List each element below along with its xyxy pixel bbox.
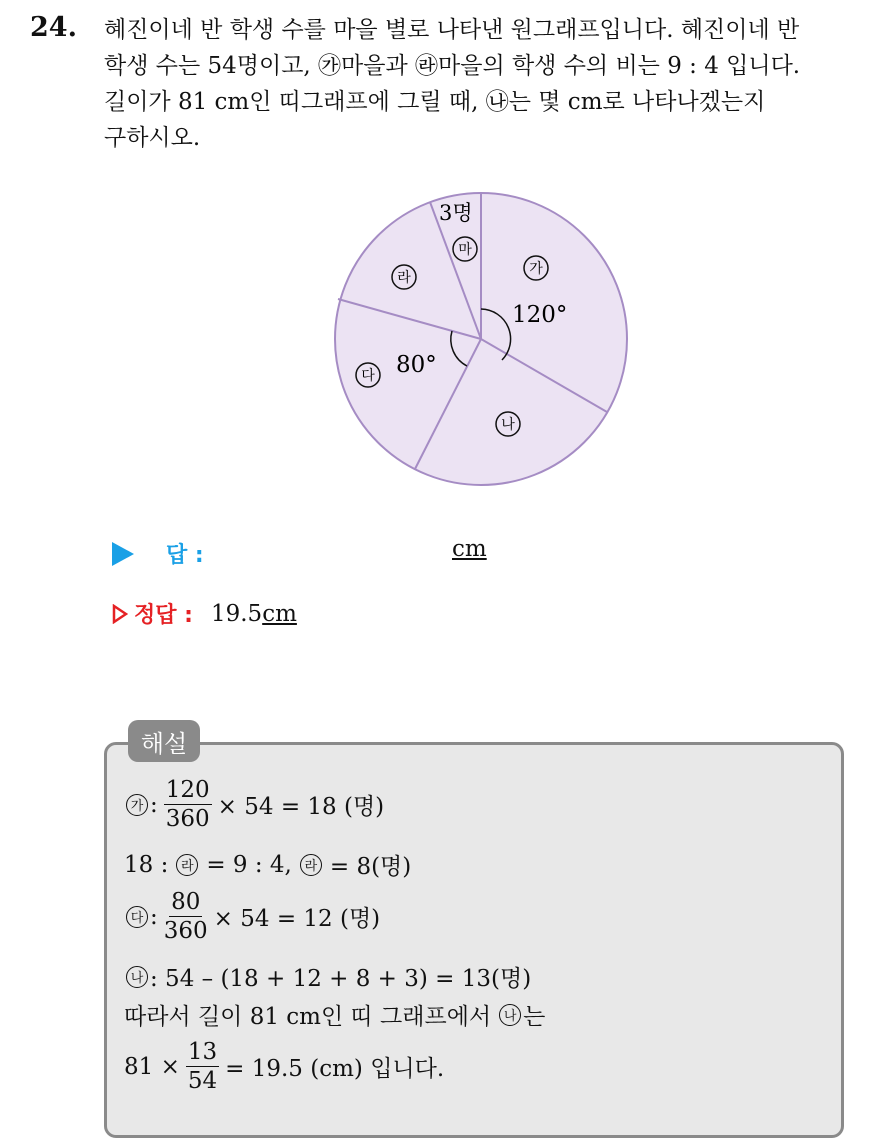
ma-count-label: 3명 [439,201,473,225]
solution-tag: 해설 [128,720,200,762]
fraction-120-360 [164,778,212,831]
fraction-denominator: 54 [187,1068,218,1095]
solution-l5-a: 따라서 길이 81 cm인 띠 그래프에서 [124,1004,492,1030]
fraction-numerator: 13 [186,1040,219,1067]
fraction-denominator: 360 [165,806,210,833]
solution-l6-a: 81 × [124,1053,180,1080]
circled-ra-2: 라 [300,854,322,876]
circled-ga: 가 [126,794,148,816]
solution-l5-b: 는 [523,1004,546,1030]
circled-na-2: 나 [499,1004,521,1026]
fraction-denominator: 360 [163,918,208,945]
label-na-text: 나 [501,417,515,433]
correct-answer-label: 정답 : [134,603,193,628]
label-ra-text: 라 [397,270,411,286]
play-icon [112,542,134,566]
solution-line-4 [124,960,531,993]
label-da-text: 다 [361,368,375,384]
solution-line-1 [124,778,384,831]
question-line-2: 학생 수는 54명이고, ㉮마을과 ㉱마을의 학생 수의 비는 9 : 4 입니다. [104,53,801,79]
solution-l2-b: = 9 : 4, [206,851,292,878]
solution-l6-rest: = 19.5 (cm) 입니다. [225,1056,445,1083]
fraction-numerator: 80 [169,890,202,917]
question-line-1: 혜진이네 반 학생 수를 마을 별로 나타낸 원그래프입니다. 혜진이네 반 [104,17,800,43]
correct-answer-row [112,598,297,629]
question-number: 24. [30,12,77,43]
answer-unit: cm [452,536,487,562]
solution-l3-rest: × 54 = 12 (명) [213,906,381,933]
answer-row [112,538,204,569]
label-ma-text: 마 [458,242,472,258]
circled-na: 나 [126,966,148,988]
circled-ra: 라 [176,854,198,876]
solution-line-6 [124,1040,444,1093]
solution-l2-a: 18 : [124,851,169,878]
question-line-3: 길이가 81 cm인 띠그래프에 그릴 때, ㉯는 몇 cm로 나타나겠는지 [104,89,766,115]
pie-chart [326,182,636,492]
fraction-80-360 [164,890,208,943]
angle-label-da: 80° [396,352,437,378]
answer-blank[interactable] [452,536,487,562]
solution-l4-rest: : 54 – (18 + 12 + 8 + 3) = 13(명) [150,966,532,992]
circled-da: 다 [126,906,148,928]
solution-line-5 [124,998,545,1031]
fraction-13-54 [186,1040,219,1093]
question-line-4: 구하시오. [104,125,201,151]
correct-answer-unit: cm [262,600,297,627]
answer-label: 답 : [166,543,204,568]
correct-answer-value: 19.5 [210,600,263,627]
label-ga-text: 가 [529,261,543,277]
angle-label-ga: 120° [512,302,568,328]
solution-line-2 [124,848,411,881]
solution-l1-colon: : [150,791,158,818]
solution-line-3 [124,890,380,943]
question-text [104,12,864,156]
solution-l1-rest: × 54 = 18 (명) [217,794,385,821]
outline-triangle-icon [112,604,128,624]
solution-l3-colon: : [150,903,158,930]
fraction-numerator: 120 [164,778,212,805]
solution-l2-c: = 8(명) [329,854,412,880]
